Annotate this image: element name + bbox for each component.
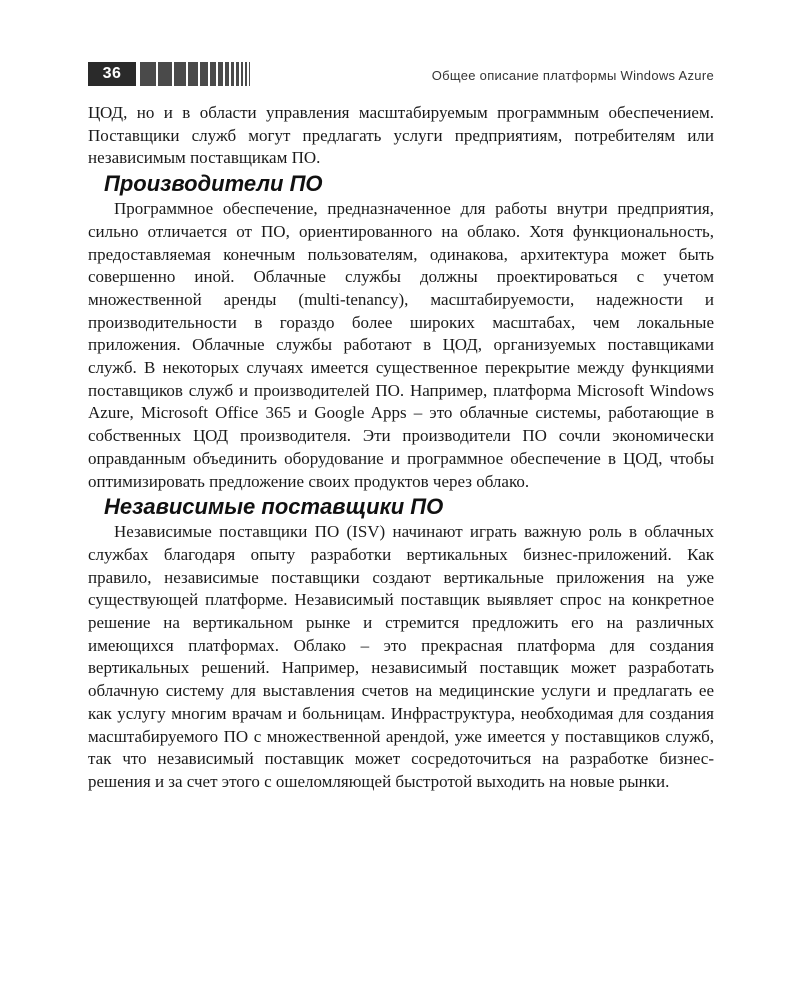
intro-paragraph: ЦОД, но и в области управления масштабируемым программным обеспечением. Поставщики служб могут предлагать услуги предприятиям, потребителям или независимым поставщикам ПО. [88,103,714,168]
page-number: 36 [88,62,136,86]
section-paragraph-isv: Независимые поставщики ПО (ISV) начинают играть важную роль в облачных службах благодаря опыту разработки вертикальных бизнес-приложений. Как правило, независимые поставщики создают вертикальные приложения на уже существующей платформе. Независимый поставщик выявляет спрос на конкретное решение на вертикальном рынке и стремится предложить его на различных имеющихся платформах. Облако – это прекрасная платформа для создания вертикальных решений. Например, независимый поставщик может разработать облачную систему для выставления счетов на медицинские услуги и предлагать ее как услугу многим врачам и больницам. Инфраструктура, необходимая для создания масштабируемого ПО с множественной арендой, уже имеется у поставщиков служб, так что независимый поставщик может сосредоточиться на разработке бизнес-решения и за счет этого с ошеломляющей быстротой выходить на новые рынки. [88,522,714,791]
running-title: Общее описание платформы Windows Azure [431,68,714,83]
header-decoration-bars [140,62,252,86]
page-header [88,58,714,88]
section-heading-software-vendors: Производители ПО [104,171,323,197]
book-page [88,58,714,794]
section-paragraph-software-vendors: Программное обеспечение, предназначенное для работы внутри предприятия, сильно отличается от ПО, ориентированного на облако. Хотя функциональность, предоставляемая конечным пользователям, одинакова, архитектура может быть совершенно иной. Облачные службы должны проектироваться с учетом множественной аренды (multi-tenancy), масштабируемости, надежности и производительности в гораздо более широких масштабах, чем локальные приложения. Облачные службы работают в ЦОД, организуемых поставщиками служб. В некоторых случаях имеется существенное перекрытие между функциями поставщиков служб и производителей ПО. Например, платформа Microsoft Windows Azure, Microsoft Office 365 и Google Apps – это облачные системы, работающие в собственных ЦОД производителя. Эти производители ПО сочли экономически оправданным объединить оборудование и программное обеспечение в ЦОД, чтобы оптимизировать предложение своих продуктов через облако. [88,199,714,491]
section-heading-isv: Независимые поставщики ПО [104,494,444,520]
